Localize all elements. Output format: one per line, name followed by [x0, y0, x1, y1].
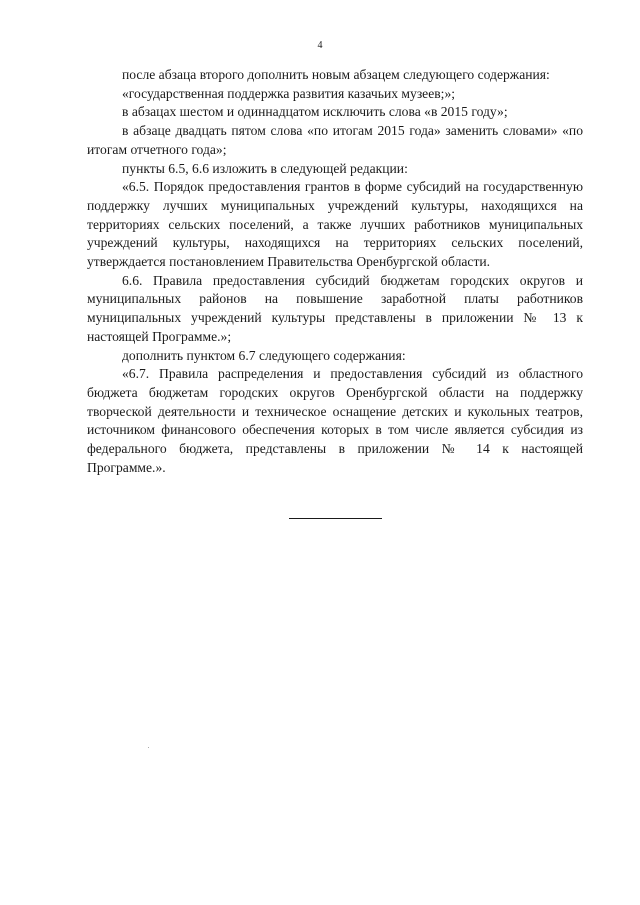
- paragraph: после абзаца второго дополнить новым абзацем следующего содержания:: [122, 67, 550, 82]
- paragraph: дополнить пунктом 6.7 следующего содержания:: [122, 347, 406, 363]
- paragraph: «государственная поддержка развития казачьих музеев;»;: [122, 85, 456, 101]
- document-body: [87, 66, 583, 477]
- paragraph: 6.6. Правила предоставления субсидий бюджетам городских округов и муниципальных районов на повышение заработной платы работников муниципальных учреждений культуры представлены в приложении № 13 к настоящей Программе.»;: [87, 272, 583, 344]
- paragraph: «6.5. Порядок предоставления грантов в форме субсидий на государственную поддержку лучших муниципальных учреждений культуры, находящихся на территориях сельских поселений, а также лучших работников муниципальных учреждений культуры, находящихся на территориях сельских поселений, утверждается постановлением Правительства Оренбургской области.: [87, 179, 583, 270]
- paragraph: в абзацах шестом и одиннадцатом исключить слова «в 2015 году»;: [122, 104, 508, 120]
- paragraph: «6.7. Правила распределения и предоставления субсидий из областного бюджета бюджетам городских округов Оренбургской области на поддержку творческой деятельности и техническое оснащение детских и кукольных театров, источником финансового обеспечения которых в том числе является субсидия из федерального бюджета, представлены в приложении № 14 к настоящей Программе.».: [87, 366, 583, 475]
- scan-speck: [148, 747, 149, 748]
- paragraph: пункты 6.5, 6.6 изложить в следующей редакции:: [122, 160, 408, 176]
- paragraph: в абзаце двадцать пятом слова «по итогам 2015 года» заменить словами» «по итогам отчетного года»;: [87, 123, 583, 157]
- closing-divider: [289, 518, 382, 519]
- page-number: 4: [317, 40, 323, 51]
